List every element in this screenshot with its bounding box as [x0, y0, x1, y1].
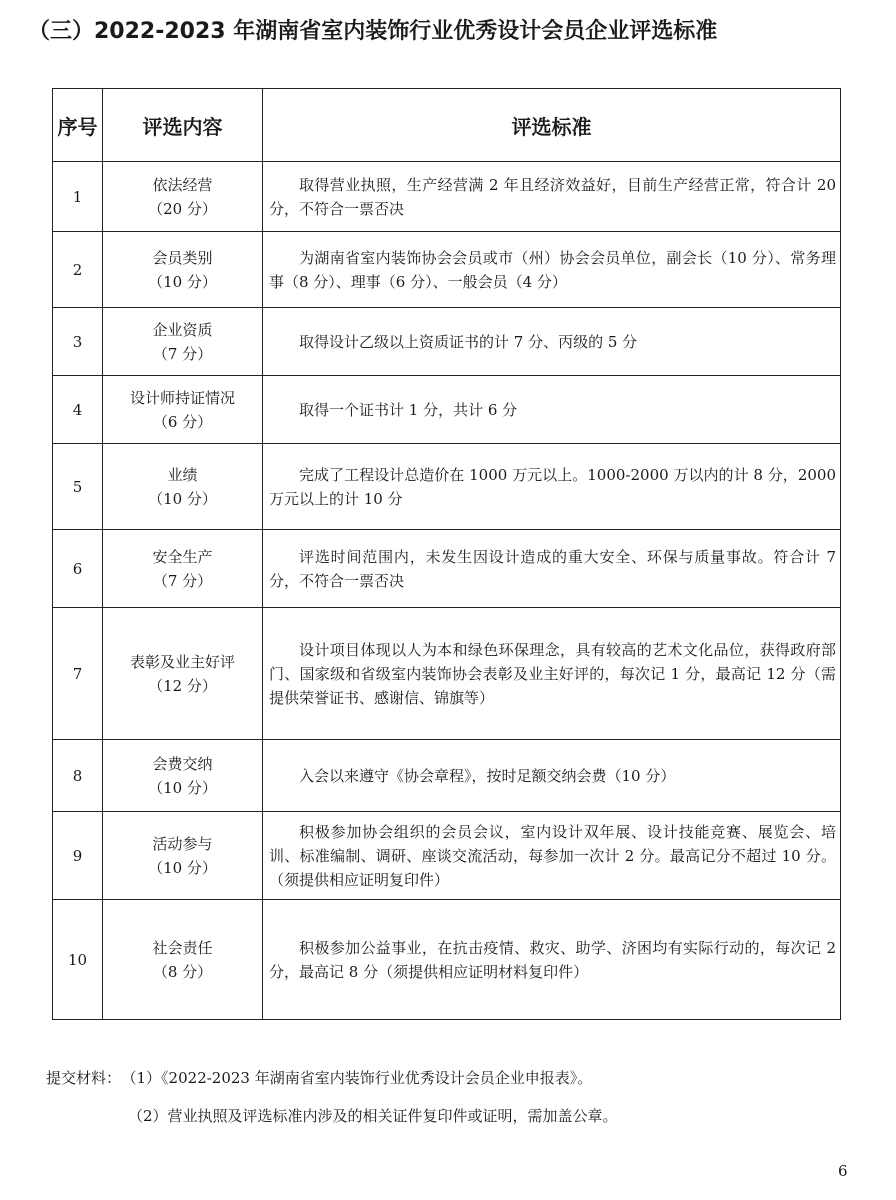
row-number: 2 — [53, 232, 103, 308]
footer-materials-line1 — [46, 1067, 592, 1089]
row-number: 1 — [53, 162, 103, 232]
standard-text: 为湖南省室内装饰协会会员或市（州）协会会员单位，副会长（10 分）、常务理事（8 分）、理事（6 分）、一般会员（4 分） — [269, 248, 836, 291]
page-number: 6 — [838, 1162, 848, 1180]
item-name: 企业资质 — [152, 320, 213, 339]
item-points: （20 分） — [148, 199, 217, 218]
row-standard — [263, 232, 841, 308]
row-standard — [263, 530, 841, 608]
table-row — [53, 740, 841, 812]
row-item — [103, 740, 263, 812]
criteria-table — [52, 88, 841, 1020]
item-points: （7 分） — [152, 571, 213, 590]
standard-text: 取得设计乙级以上资质证书的计 7 分、丙级的 5 分 — [299, 332, 638, 351]
page-title: （三）2022-2023 年湖南省室内装饰行业优秀设计会员企业评选标准 — [28, 19, 718, 44]
table-row — [53, 232, 841, 308]
row-item — [103, 444, 263, 530]
row-item — [103, 812, 263, 900]
item-points: （6 分） — [152, 412, 213, 431]
standard-text: 取得营业执照，生产经营满 2 年且经济效益好，目前生产经营正常，符合计 20 分，不符合一票否决 — [269, 175, 836, 218]
standard-text: 入会以来遵守《协会章程》，按时足额交纳会费（10 分） — [299, 766, 676, 785]
row-number: 4 — [53, 376, 103, 444]
table-row — [53, 444, 841, 530]
row-item — [103, 162, 263, 232]
row-standard — [263, 162, 841, 232]
item-points: （7 分） — [152, 344, 213, 363]
row-number: 9 — [53, 812, 103, 900]
standard-text: 评选时间范围内，未发生因设计造成的重大安全、环保与质量事故。符合计 7 分，不符合一票否决 — [269, 547, 836, 590]
table-row — [53, 162, 841, 232]
row-item — [103, 308, 263, 376]
table-row — [53, 812, 841, 900]
standard-text: 完成了工程设计总造价在 1000 万元以上。1000-2000 万以内的计 8 分，2000 万元以上的计 10 分 — [269, 465, 836, 508]
header-content: 评选内容 — [103, 89, 263, 162]
item-points: （8 分） — [152, 962, 213, 981]
footer-item-1: （1）《2022-2023 年湖南省室内装饰行业优秀设计会员企业申报表》。 — [129, 1069, 593, 1087]
item-name: 社会责任 — [152, 938, 213, 957]
footer-label: 提交材料： — [46, 1069, 122, 1087]
item-name: 会员类别 — [152, 248, 213, 267]
item-points: （10 分） — [148, 778, 217, 797]
item-name: 活动参与 — [152, 834, 213, 853]
item-name: 设计师持证情况 — [129, 388, 235, 407]
table-header-row — [53, 89, 841, 162]
table-row — [53, 308, 841, 376]
row-standard — [263, 812, 841, 900]
row-number: 10 — [53, 900, 103, 1020]
row-item — [103, 900, 263, 1020]
row-number: 6 — [53, 530, 103, 608]
standard-text: 积极参加协会组织的会员会议，室内设计双年展、设计技能竞赛、展览会、培训、标准编制、调研、座谈交流活动，每参加一次计 2 分。最高记分不超过 10 分。（须提供相应证明复印件） — [269, 822, 836, 889]
table-row — [53, 530, 841, 608]
row-standard — [263, 900, 841, 1020]
item-points: （12 分） — [148, 676, 217, 695]
row-item — [103, 376, 263, 444]
standard-text: 取得一个证书计 1 分，共计 6 分 — [299, 400, 518, 419]
table-row — [53, 376, 841, 444]
item-points: （10 分） — [148, 272, 217, 291]
row-item — [103, 608, 263, 740]
row-standard — [263, 740, 841, 812]
item-name: 安全生产 — [152, 547, 213, 566]
item-name: 会费交纳 — [152, 754, 213, 773]
row-standard — [263, 376, 841, 444]
row-standard — [263, 608, 841, 740]
item-points: （10 分） — [148, 858, 217, 877]
item-name: 表彰及业主好评 — [129, 652, 235, 671]
row-standard — [263, 444, 841, 530]
item-name: 依法经营 — [152, 175, 213, 194]
standard-text: 设计项目体现以人为本和绿色环保理念，具有较高的艺术文化品位，获得政府部门、国家级和省级室内装饰协会表彰及业主好评的，每次记 1 分，最高记 12 分（需提供荣誉证书、感谢信、锦旗等） — [269, 640, 836, 707]
row-item — [103, 232, 263, 308]
header-no: 序号 — [53, 89, 103, 162]
footer-item-2: （2）营业执照及评选标准内涉及的相关证件复印件或证明，需加盖公章。 — [128, 1107, 618, 1125]
row-number: 5 — [53, 444, 103, 530]
item-name: 业绩 — [167, 465, 198, 484]
table-row — [53, 608, 841, 740]
row-number: 7 — [53, 608, 103, 740]
row-number: 8 — [53, 740, 103, 812]
row-item — [103, 530, 263, 608]
row-standard — [263, 308, 841, 376]
header-standard: 评选标准 — [263, 89, 841, 162]
row-number: 3 — [53, 308, 103, 376]
item-points: （10 分） — [148, 489, 217, 508]
table-row — [53, 900, 841, 1020]
standard-text: 积极参加公益事业，在抗击疫情、救灾、助学、济困均有实际行动的，每次记 2 分，最高记 8 分（须提供相应证明材料复印件） — [269, 938, 836, 981]
